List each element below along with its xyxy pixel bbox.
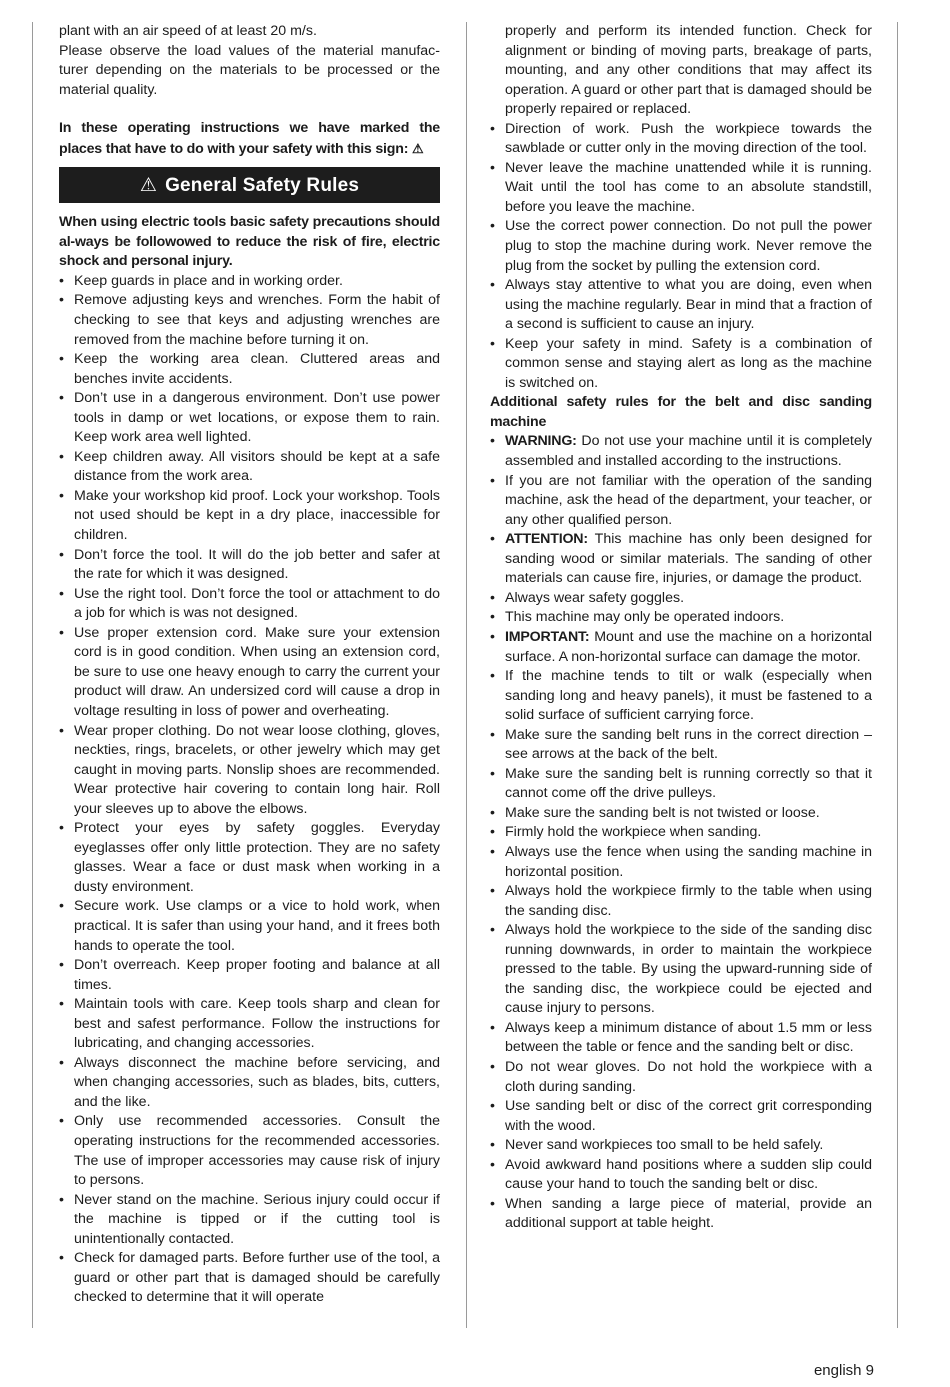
list-item: • Make your workshop kid proof. Lock your workshop. Tools not used should be kept in a dry place, inaccessible for children. <box>59 487 440 546</box>
rule-text: This machine may only be operated indoors. <box>505 609 785 626</box>
list-item <box>490 823 872 843</box>
rule-text: Do not wear gloves. Do not hold the workpiece with a cloth during sanding. <box>505 1058 872 1095</box>
list-item: • Always disconnect the machine before servicing, and when changing accessories, such as blades, bits, cutters, and the like. <box>59 1054 440 1113</box>
list-item: • Keep your safety in mind. Safety is a combination of common sense and staying alert as long as the machine is switched on. <box>490 335 872 394</box>
list-item <box>490 1156 872 1195</box>
right-column <box>490 22 872 1234</box>
section-title-banner <box>59 167 440 203</box>
list-item: • Don’t force the tool. It will do the job better and safer at the rate for which it was designed. <box>59 546 440 585</box>
list-item <box>490 765 872 804</box>
right-margin-rule <box>897 22 898 1328</box>
rule-text: Always hold the workpiece firmly to the table when using the sanding disc. <box>505 883 872 919</box>
list-item <box>490 667 872 726</box>
list-item <box>490 472 872 531</box>
list-item <box>490 1019 872 1058</box>
list-item: • Check for damaged parts. Before further use of the tool, a guard or other part that is damaged should be carefully checked to determine that it will operate <box>59 1249 440 1308</box>
list-item: • Use the right tool. Don’t force the tool or attachment to do a job for which is was not designed. <box>59 585 440 624</box>
page-footer: english 9 <box>813 1362 874 1379</box>
list-item <box>490 1097 872 1136</box>
list-item: • Maintain tools with care. Keep tools sharp and clean for best and safest performance. Follow the instructions for lubricating, and changing accessories. <box>59 995 440 1054</box>
warning-triangle-icon: ⚠ <box>139 174 158 196</box>
rule-text: This machine has only been designed for sanding wood or similar materials. The sanding of other materials can cause fire, injuries, or damage the product. <box>505 531 872 587</box>
list-item <box>490 882 872 921</box>
list-item <box>490 921 872 1019</box>
list-item <box>490 726 872 765</box>
safety-sign-notice-text: In these operating instructions we have marked the places that have to do with your safety with this sign: <box>59 120 440 157</box>
intro-line: plant with an air speed of at least 20 m/s. <box>59 23 317 39</box>
rule-text: Avoid awkward hand positions where a sudden slip could cause your hand to touch the sanding belt or disc. <box>505 1156 872 1193</box>
intro-line: Please observe the load values of the material manufac-turer depending on the materials to be processed or the material quality. <box>59 42 440 98</box>
list-item <box>490 628 872 667</box>
rule-text: Make sure the sanding belt runs in the correct direction – see arrows at the back of the belt. <box>505 726 872 763</box>
general-rules-list <box>59 272 440 1308</box>
list-item: • Never leave the machine unattended while it is running. Wait until the tool has come to an absolute standstill, before you leave the machine. <box>490 159 872 218</box>
list-item: • Protect your eyes by safety goggles. Everyday eyeglasses offer only little protection. They are no safety glasses. Wear a face or dust mask when working in a dusty environment. <box>59 819 440 897</box>
sanding-rules-list <box>490 432 872 1233</box>
rule-label: IMPORTANT: <box>505 628 590 645</box>
list-item: • Use the correct power connection. Do not pull the power plug to stop the machine during work. Never remove the plug from the socket by pulling the extension cord. <box>490 217 872 276</box>
list-item: • Use proper extension cord. Make sure your extension cord is in good condition. When using an extension cord, be sure to use one heavy enough to carry the current your product will draw. An undersized cord will cause a drop in voltage resulting in loss of power and overheating. <box>59 624 440 722</box>
list-item: • Keep children away. All visitors should be kept at a safe distance from the work area. <box>59 448 440 487</box>
left-column <box>59 22 440 1308</box>
list-item <box>490 804 872 824</box>
list-item: • Keep the working area clean. Cluttered areas and benches invite accidents. <box>59 350 440 389</box>
list-item <box>490 1136 872 1156</box>
section-lead: When using electric tools basic safety precautions should al-ways be followowed to reduce the risk of fire, electric shock and personal injury. <box>59 214 440 270</box>
rule-text: Always wear safety goggles. <box>505 589 685 606</box>
list-item: • Remove adjusting keys and wrenches. Form the habit of checking to see that keys and adjusting wrenches are removed from the machine before turning it on. <box>59 291 440 350</box>
list-item <box>490 1195 872 1234</box>
list-item <box>490 589 872 609</box>
rule-text: When sanding a large piece of material, provide an additional support at table height. <box>505 1195 872 1232</box>
list-item <box>490 1058 872 1097</box>
list-item <box>490 432 872 471</box>
list-item: • Keep guards in place and in working order. <box>59 272 440 292</box>
column-divider <box>466 22 467 1328</box>
list-item: • Never stand on the machine. Serious injury could occur if the machine is tipped or if the cutting tool is unintentionally contacted. <box>59 1191 440 1250</box>
list-item: • Only use recommended accessories. Consult the operating instructions for the recommended accessories. The use of improper accessories may cause risk of injury to persons. <box>59 1112 440 1190</box>
rule-text: Do not use your machine until it is completely assembled and installed according to the instructions. <box>505 433 872 470</box>
rule-text: If you are not familiar with the operation of the sanding machine, ask the head of the department, your teacher, or any other qualified person. <box>505 472 872 528</box>
rule-text: Use sanding belt or disc of the correct grit corresponding with the wood. <box>505 1098 872 1134</box>
rule-text: Always use the fence when using the sanding machine in horizontal position. <box>505 843 872 880</box>
list-item: • Direction of work. Push the workpiece towards the sawblade or cutter only in the moving direction of the tool. <box>490 120 872 159</box>
rule-text: If the machine tends to tilt or walk (especially when sanding long and heavy panels), it must be fastened to a solid surface of sufficient carrying force. <box>505 668 872 724</box>
list-item: • Secure work. Use clamps or a vice to hold work, when practical. It is safer than using your hand, and it frees both hands to operate the tool. <box>59 897 440 956</box>
list-item: • Always stay attentive to what you are doing, even when using the machine regularly. Bear in mind that a fraction of a second is sufficient to cause an injury. <box>490 276 872 335</box>
list-item: • Don’t overreach. Keep proper footing and balance at all times. <box>59 956 440 995</box>
additional-rules-heading: Additional safety rules for the belt and disc sanding machine <box>490 394 872 430</box>
rule-continuation: properly and perform its intended function. Check for alignment or binding of moving parts, breakage of parts, mounting, and any other conditions that may affect its operation. A guard or other part that is damaged should be properly repaired or replaced. <box>505 23 872 118</box>
rule-text: Make sure the sanding belt is not twisted or loose. <box>505 804 820 821</box>
rule-label: ATTENTION: <box>505 531 588 548</box>
rule-text: Always hold the workpiece to the side of the sanding disc running downwards, in order to maintain the workpiece pressed to the table. By using the upward-running side of the sanding disc, the workpiece could be ejected and cause injury to persons. <box>505 922 872 1017</box>
list-item <box>490 530 872 589</box>
rule-text: Mount and use the machine on a horizontal surface. A non-horizontal surface can damage the motor. <box>505 628 872 665</box>
rule-text: Firmly hold the workpiece when sanding. <box>505 824 762 841</box>
general-rules-list-continued <box>490 120 872 394</box>
rule-text: Always keep a minimum distance of about 1.5 mm or less between the table or fence and the sanding belt or disc. <box>505 1019 872 1056</box>
list-item: • Wear proper clothing. Do not wear loose clothing, gloves, neckties, rings, bracelets, or other jewelry which may get caught in moving parts. Nonslip shoes are recommended. Wear protective hair covering to contain long hair. Roll your sleeves up to above the elbows. <box>59 722 440 820</box>
safety-sign-notice <box>59 119 440 159</box>
list-item <box>490 843 872 882</box>
rule-text: Never sand workpieces too small to be held safely. <box>505 1137 824 1154</box>
warning-triangle-icon: ⚠ <box>412 140 424 156</box>
section-title: General Safety Rules <box>165 174 360 196</box>
list-item: • Don’t use in a dangerous environment. Don’t use power tools in damp or wet locations, or expose them to rain. Keep work area well lighted. <box>59 389 440 448</box>
rule-text: Make sure the sanding belt is running correctly so that it cannot come off the drive pulleys. <box>505 765 872 802</box>
rule-label: WARNING: <box>505 433 577 450</box>
left-margin-rule <box>32 22 33 1328</box>
list-item <box>490 608 872 628</box>
